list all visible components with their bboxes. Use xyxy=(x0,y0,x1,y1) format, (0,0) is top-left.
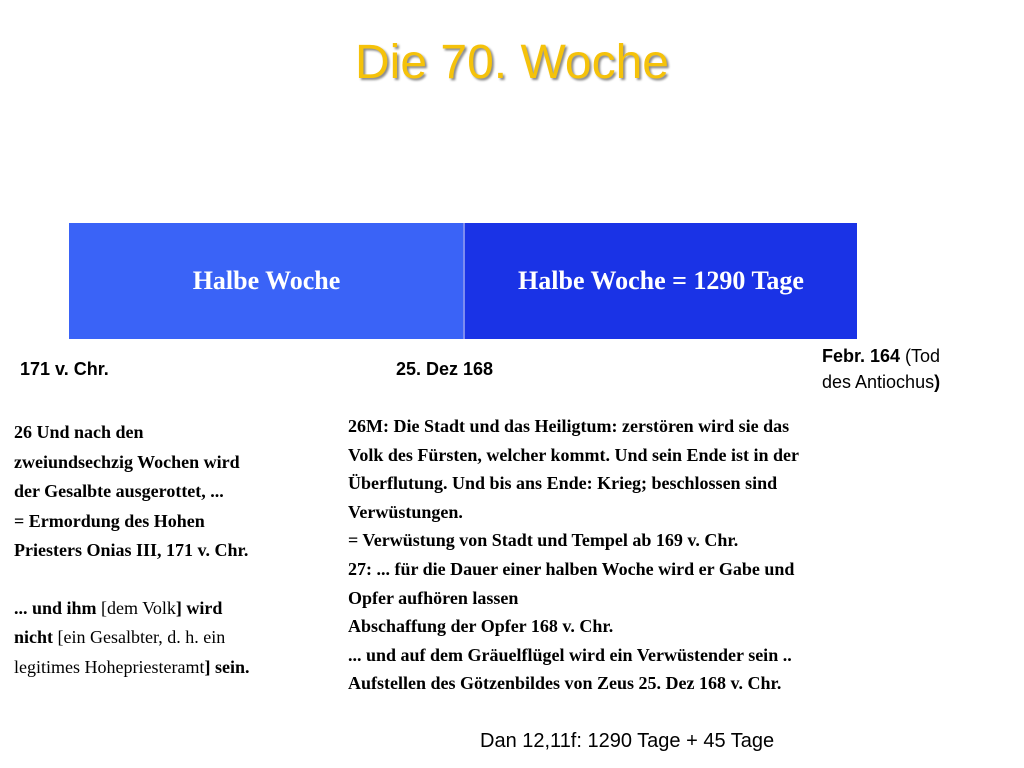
right-text-line: 26M: Die Stadt und das Heiligtum: zerstören wird sie das xyxy=(348,416,790,436)
right-text-line: Opfer aufhören lassen xyxy=(348,587,519,608)
half-week-label-left: Halbe Woche xyxy=(192,266,341,295)
right-text-block xyxy=(348,412,1018,698)
left-text-line: nicht [ein Gesalbter, d. h. ein xyxy=(14,627,226,647)
right-text-line: = Verwüstung von Stadt und Tempel ab 169 v. Chr. xyxy=(348,530,739,551)
left-text-line: 26 Und nach den xyxy=(14,422,144,442)
date-end-note-2: des Antiochus xyxy=(822,372,935,392)
left-text-line: der Gesalbte ausgerottet, ... xyxy=(14,481,224,501)
right-text-line: ... und auf dem Gräuelflügel wird ein Verwüstender sein .. xyxy=(348,644,792,665)
footer-reference: Dan 12,11f: 1290 Tage + 45 Tage xyxy=(480,730,775,752)
half-week-band-left xyxy=(69,223,464,339)
date-end-note-1: (Tod xyxy=(900,346,941,366)
right-text-line: Überflutung. Und bis ans Ende: Krieg; beschlossen sind xyxy=(348,473,778,494)
left-text-line: zweiundsechzig Wochen wird xyxy=(14,451,240,472)
right-text-line: Abschaffung der Opfer 168 v. Chr. xyxy=(348,616,614,637)
left-text-line: legitimes Hohepriesteramt] sein. xyxy=(14,656,250,677)
left-text-line: = Ermordung des Hohen xyxy=(14,510,205,531)
date-end xyxy=(822,343,940,395)
date-end-paren: ) xyxy=(934,372,941,392)
half-week-band-right xyxy=(465,223,857,339)
right-text-line: Verwüstungen. xyxy=(348,501,463,522)
date-start: 171 v. Chr. xyxy=(20,359,109,379)
left-text-line: Priesters Onias III, 171 v. Chr. xyxy=(14,540,249,560)
slide-title: Die 70. Woche xyxy=(355,36,669,89)
right-text-line: 27: ... für die Dauer einer halben Woche wird er Gabe und xyxy=(348,558,795,579)
half-week-label-right: Halbe Woche = 1290 Tage xyxy=(518,266,804,295)
left-text-line: ... und ihm [dem Volk] wird xyxy=(14,597,223,618)
right-text-line: Aufstellen des Götzenbildes von Zeus 25. Dez 168 v. Chr. xyxy=(348,673,782,694)
date-end-value: Febr. 164 xyxy=(822,346,901,366)
right-text-line: Volk des Fürsten, welcher kommt. Und sein Ende ist in der xyxy=(348,444,800,465)
left-text-block xyxy=(14,418,344,682)
date-middle: 25. Dez 168 xyxy=(396,359,494,379)
